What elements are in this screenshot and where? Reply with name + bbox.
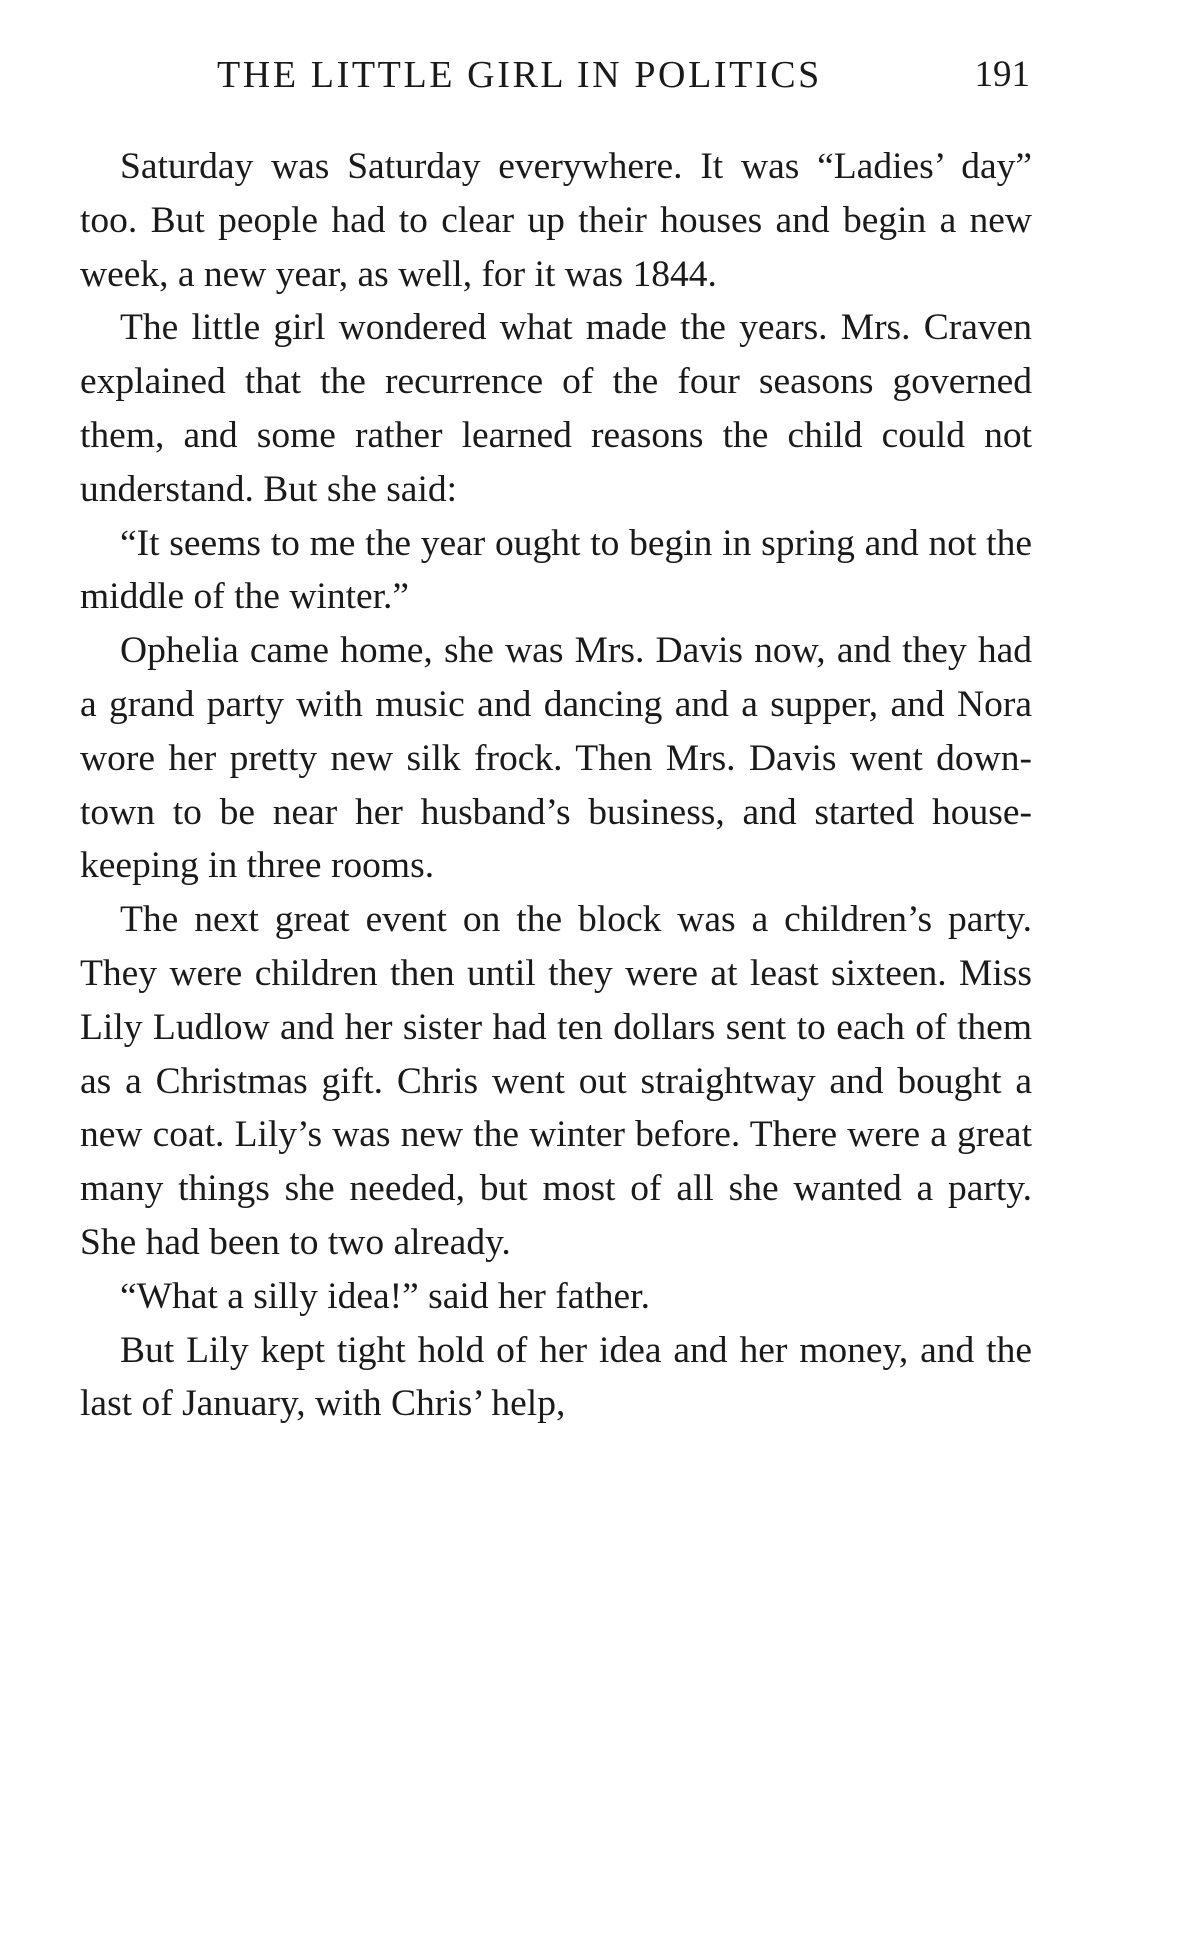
paragraph-ophelia: Ophelia came home, she was Mrs. Davis now, and they had a grand party with music and dancing and a supper, and Nora wore her pretty new silk frock. Then Mrs. Davis went down-town to be near her husband’s business, and started housekeeping in three rooms. [80,630,1032,887]
page-number: 191 [974,54,1030,95]
paragraph-lily-money: But Lily kept tight hold of her idea and her money, and the last of January, with Chris’ help, [80,1329,1032,1425]
body-text [80,140,1032,1431]
paragraph-saturday: Saturday was Saturday everywhere. It was “Ladies’ day” too. But people had to clear up their houses and begin a new week, a new year, as well, for it was 1844. [80,146,1032,295]
paragraph-childrens-party: The next great event on the block was a children’s party. They were children then until they were at least sixteen. Miss Lily Ludlow and her sister had ten dollars sent to each of them as a Christmas gift. Chris went out straightway and bought a new coat. Lily’s was new the winter before. There were a great many things she needed, but most of all she wanted a party. She had been to two already. [80,899,1032,1263]
paragraph-silly-idea: “What a silly idea!” said her father. [120,1275,650,1317]
running-head [80,50,1030,100]
running-title: THE LITTLE GIRL IN POLITICS [217,54,822,96]
paragraph-spring-quote: “It seems to me the year ought to begin in spring and not the middle of the winter.” [80,522,1032,618]
paragraph-years: The little girl wondered what made the years. Mrs. Craven explained that the recurrence of the four seasons governed them, and some rather learned reasons the child could not understand. But she said: [80,307,1032,510]
